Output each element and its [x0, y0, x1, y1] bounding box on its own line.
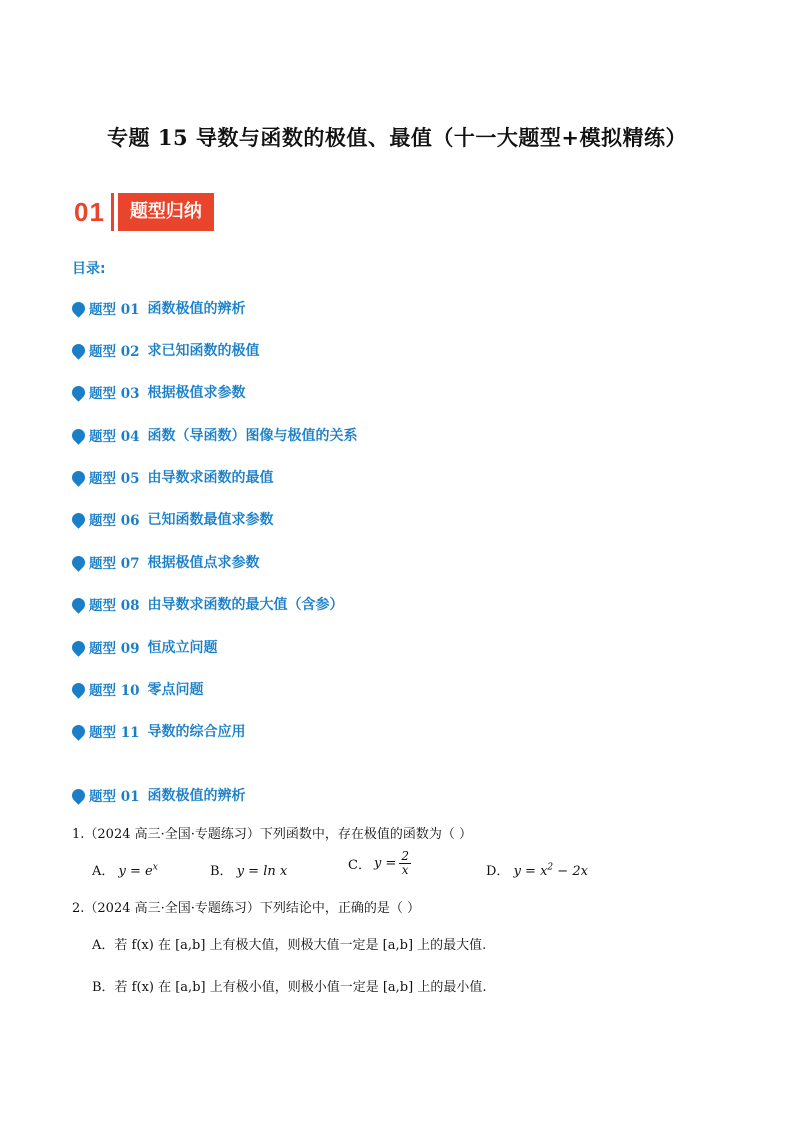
toc-item[interactable]	[72, 678, 204, 700]
toc-text: 函数（导函数）图像与极值的关系	[147, 428, 358, 444]
pin-icon	[69, 383, 87, 401]
q2-option-b[interactable]: B．若 f(x) 在 [a,b] 上有极小值，则极小值一定是 [a,b] 上的最小值.	[92, 980, 487, 995]
q1-option-a[interactable]	[92, 860, 158, 879]
subsection-code: 题型 01	[89, 789, 140, 805]
pin-icon	[69, 553, 87, 571]
question-2-stem: 2.（2024 高三·全国·专题练习）下列结论中，正确的是（ ）	[72, 901, 421, 916]
option-sup: x	[152, 862, 158, 873]
pin-icon	[69, 468, 87, 486]
toc-item[interactable]	[72, 381, 246, 403]
toc-code: 题型 09	[89, 641, 140, 657]
q1-option-d[interactable]	[486, 860, 588, 879]
option-expr: y = ln x	[236, 864, 288, 879]
option-label: B．	[210, 864, 233, 879]
toc-heading: 目录:	[72, 261, 106, 277]
pin-icon	[69, 638, 87, 656]
toc-text: 根据极值求参数	[147, 385, 246, 401]
toc-code: 题型 01	[89, 302, 140, 318]
pin-icon	[69, 722, 87, 740]
toc-item[interactable]	[72, 720, 246, 742]
toc-text: 零点问题	[147, 682, 204, 698]
toc-text: 求已知函数的极值	[147, 343, 260, 359]
toc-text: 恒成立问题	[147, 640, 218, 656]
toc-code: 题型 10	[89, 683, 140, 699]
option-expr-tail: − 2x	[553, 864, 588, 879]
pin-icon	[69, 786, 87, 804]
option-expr: y = e	[118, 864, 153, 879]
page-title: 专题 15 导数与函数的极值、最值（十一大题型+模拟精练）	[107, 125, 687, 150]
pin-icon	[69, 299, 87, 317]
pin-icon	[69, 426, 87, 444]
pin-icon	[69, 510, 87, 528]
toc-code: 题型 07	[89, 556, 140, 572]
toc-text: 导数的综合应用	[147, 724, 246, 740]
toc-item[interactable]	[72, 297, 246, 319]
toc-item[interactable]	[72, 636, 218, 658]
toc-code: 题型 05	[89, 471, 140, 487]
option-sup: 2	[547, 862, 554, 873]
section-header	[74, 193, 214, 231]
toc-text: 由导数求函数的最大值（含参）	[147, 597, 344, 613]
subsection-heading	[72, 784, 246, 806]
toc-code: 题型 02	[89, 344, 140, 360]
toc-text: 已知函数最值求参数	[147, 512, 274, 528]
fraction-numerator: 2	[401, 849, 409, 863]
toc-code: 题型 06	[89, 513, 140, 529]
q1-option-b[interactable]	[210, 860, 287, 879]
toc-code: 题型 11	[89, 725, 140, 741]
pin-icon	[69, 341, 87, 359]
question-1-stem: 1.（2024 高三·全国·专题练习）下列函数中，存在极值的函数为（ ）	[72, 827, 473, 842]
q1-option-c[interactable]	[348, 850, 411, 877]
toc-code: 题型 03	[89, 386, 140, 402]
toc-item[interactable]	[72, 593, 344, 615]
toc-text: 由导数求函数的最值	[147, 470, 274, 486]
option-label: C．	[348, 858, 371, 873]
toc-code: 题型 08	[89, 598, 140, 614]
toc-item[interactable]	[72, 339, 260, 361]
toc-code: 题型 04	[89, 429, 140, 445]
q2-option-a[interactable]: A．若 f(x) 在 [a,b] 上有极大值，则极大值一定是 [a,b] 上的最大值.	[92, 938, 487, 953]
fraction-denominator: x	[401, 863, 409, 877]
toc-item[interactable]	[72, 551, 260, 573]
toc-text: 根据极值点求参数	[147, 555, 260, 571]
subsection-text: 函数极值的辨析	[147, 788, 246, 804]
section-label: 题型归纳	[118, 193, 214, 231]
toc-item[interactable]	[72, 424, 358, 446]
pin-icon	[69, 595, 87, 613]
section-number: 01	[74, 196, 105, 227]
pin-icon	[69, 680, 87, 698]
option-expr: y = x	[513, 864, 548, 879]
option-expr: y =	[373, 856, 397, 871]
toc-text: 函数极值的辨析	[147, 301, 246, 317]
fraction	[399, 850, 411, 877]
option-label: D．	[486, 864, 510, 879]
toc-item[interactable]	[72, 508, 274, 530]
toc-item[interactable]	[72, 466, 274, 488]
section-divider	[111, 193, 114, 231]
option-label: A．	[92, 864, 115, 879]
